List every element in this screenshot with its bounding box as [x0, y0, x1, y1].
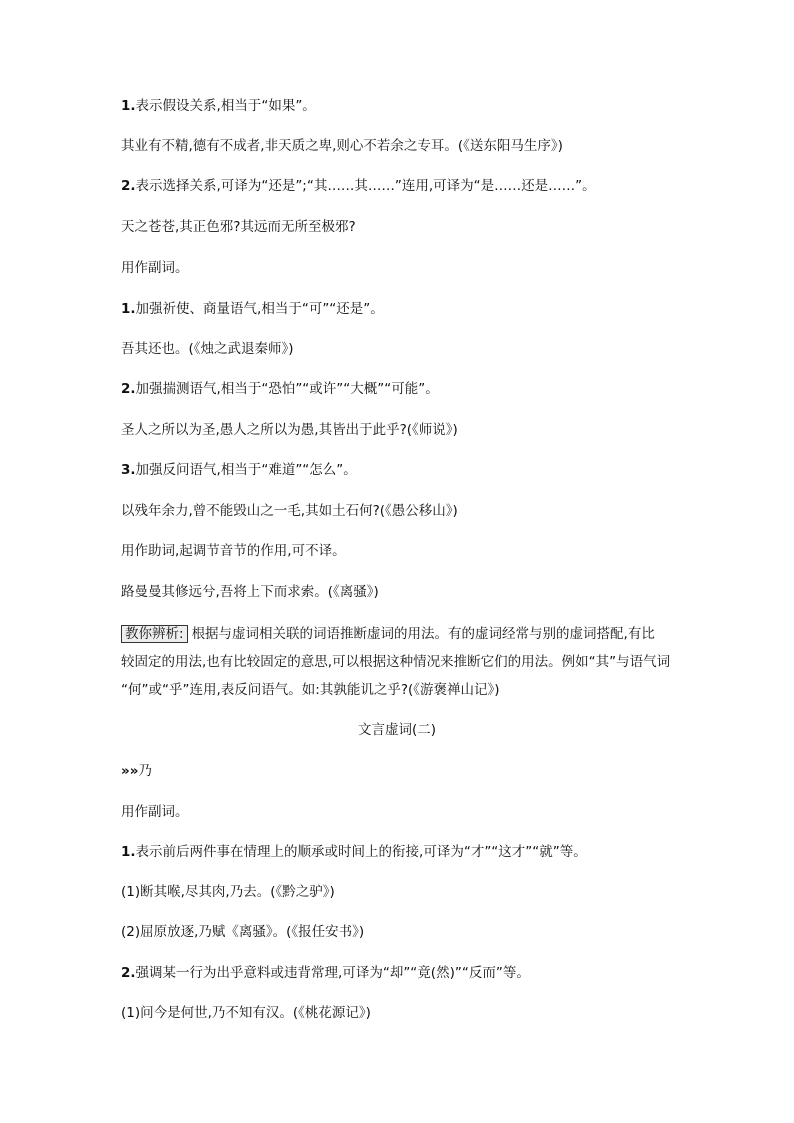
chevron-right-icon: » [129, 763, 137, 779]
item-number: 2. [121, 965, 136, 981]
example-sentence: 天之苍苍,其正色邪?其远而无所至极邪? [121, 219, 356, 235]
numbered-item [121, 97, 681, 115]
item-text: 加强反问语气,相当于“难道”“怎么”。 [135, 462, 357, 478]
example-sentence: (1)问今是何世,乃不知有汉。(《桃花源记》) [121, 1005, 371, 1021]
tip-label: 教你辨析: [121, 625, 188, 643]
example-sentence: 其业有不精,德有不成者,非天质之卑,则心不若余之专耳。(《送东阳马生序》) [121, 138, 563, 154]
item-text: 加强祈使、商量语气,相当于“可”“还是”。 [135, 301, 384, 317]
tip-line: “何”或“乎”连用,表反问语气。如:其孰能讥之乎?(《游褒禅山记》) [121, 682, 500, 698]
tip-text: 根据与虚词相关联的词语推断虚词的用法。有的虚词经常与别的虚词搭配,有比 [191, 626, 655, 642]
numbered-item [121, 380, 681, 398]
tip-line: 较固定的用法,也有比较固定的意思,可以根据这种情况来推断它们的用法。例如“其”与语气词 [121, 654, 671, 670]
example-sentence: 吾其还也。(《烛之武退秦师》) [121, 341, 294, 357]
numbered-item [121, 461, 681, 479]
item-text: 表示前后两件事在情理上的顺承或时间上的衔接,可译为“才”“这才”“就”等。 [135, 844, 587, 860]
chevron-right-icon: » [121, 763, 128, 779]
item-number: 2. [121, 178, 136, 194]
item-number: 1. [121, 98, 136, 114]
usage-heading: 用作副词。 [121, 260, 189, 276]
numbered-item [121, 300, 681, 318]
example-sentence: 圣人之所以为圣,愚人之所以为愚,其皆出于此乎?(《师说》) [121, 422, 458, 438]
tip-paragraph [121, 620, 681, 704]
numbered-item [121, 843, 681, 861]
item-text: 加强揣测语气,相当于“恐怕”“或许”“大概”“可能”。 [135, 381, 439, 397]
item-text: 强调某一行为出乎意料或违背常理,可译为“却”“竟(然)”“反而”等。 [135, 965, 530, 981]
item-number: 3. [121, 462, 136, 478]
item-text: 表示假设关系,相当于“如果”。 [135, 98, 316, 114]
usage-heading: 用作助词,起调节音节的作用,可不译。 [121, 543, 346, 559]
item-number: 2. [121, 381, 136, 397]
item-number: 1. [121, 844, 136, 860]
example-sentence: (1)断其喉,尽其肉,乃去。(《黔之驴》) [121, 884, 335, 900]
example-sentence: (2)屈原放逐,乃赋《离骚》。(《报任安书》) [121, 924, 365, 940]
section-title: 文言虚词(二) [357, 722, 437, 738]
usage-heading: 用作副词。 [121, 804, 189, 820]
word-heading [121, 762, 681, 780]
item-text: 表示选择关系,可译为“还是”;“其……其……”连用,可译为“是……还是……”。 [135, 178, 596, 194]
example-sentence: 以残年余力,曾不能毁山之一毛,其如土石何?(《愚公移山》) [121, 503, 458, 519]
word-label: 乃 [138, 763, 152, 779]
tip-line [121, 620, 681, 648]
example-sentence: 路曼曼其修远兮,吾将上下而求索。(《离骚》) [121, 584, 379, 600]
numbered-item [121, 177, 681, 195]
numbered-item [121, 964, 681, 982]
item-number: 1. [121, 301, 136, 317]
